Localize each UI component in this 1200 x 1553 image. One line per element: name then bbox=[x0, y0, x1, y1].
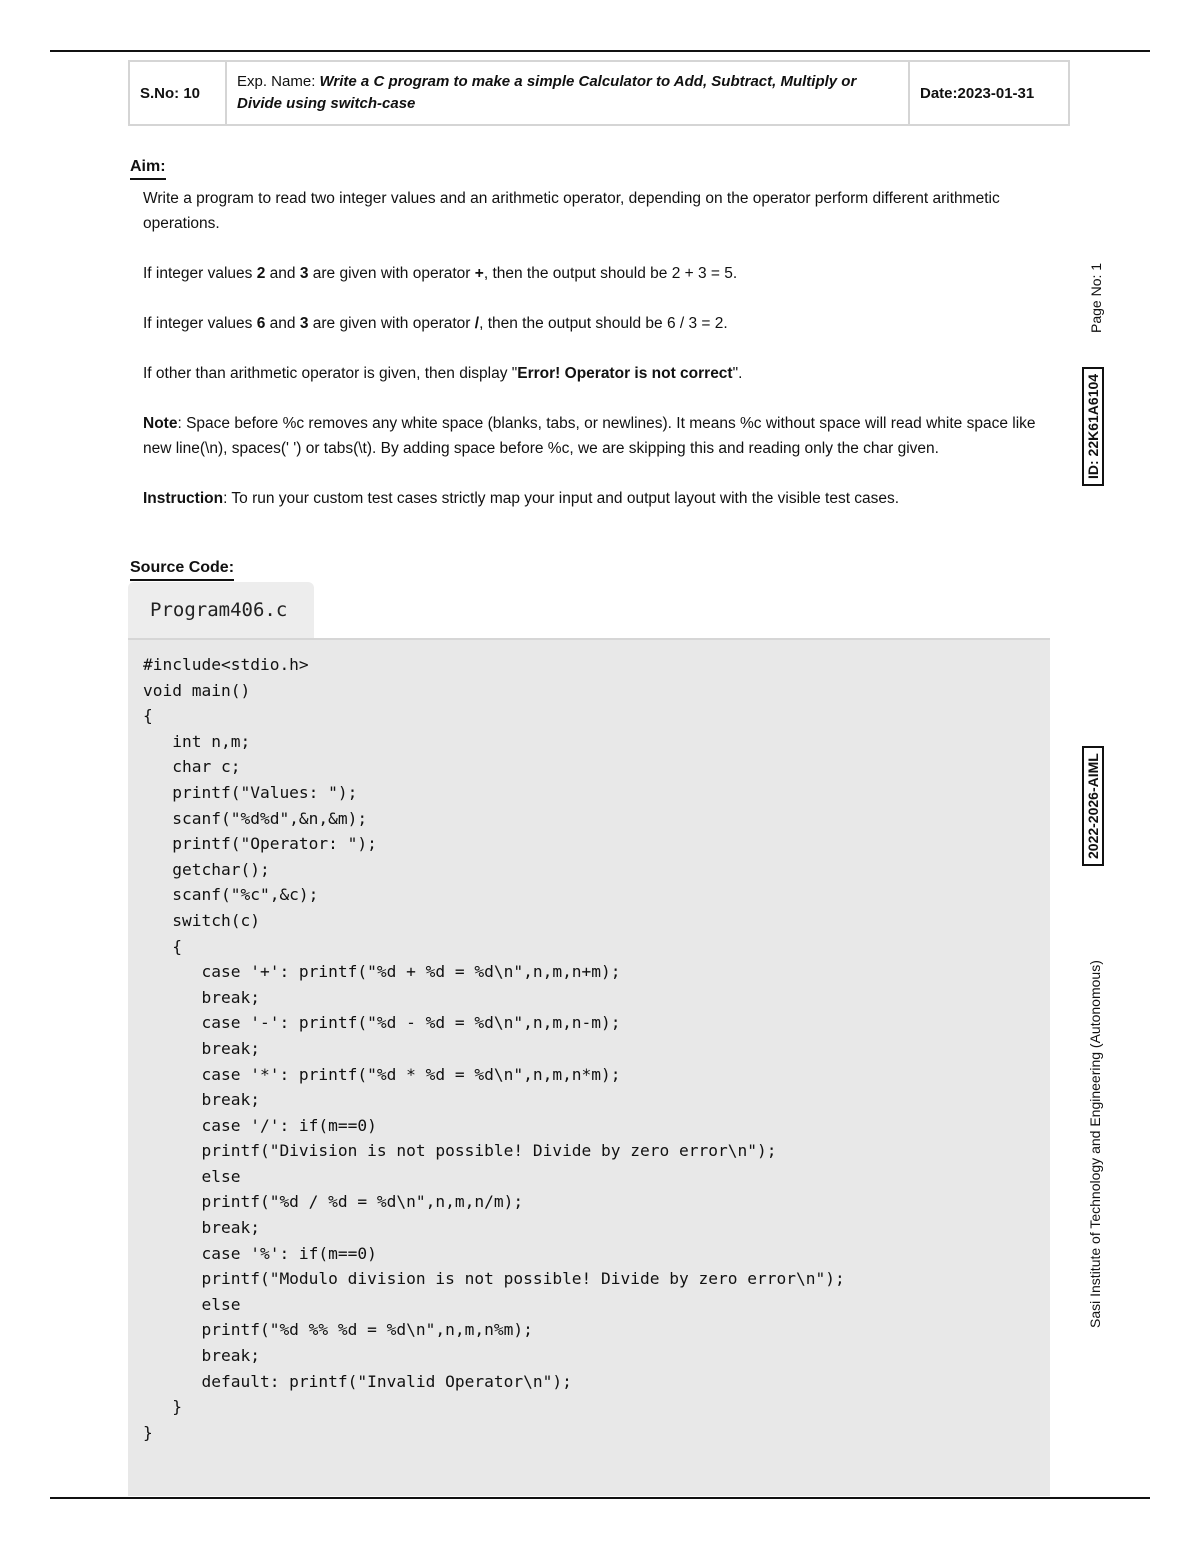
experiment-name bbox=[226, 61, 909, 125]
experiment-title: Write a C program to make a simple Calculator to Add, Subtract, Multiply or Divide using switch-case bbox=[237, 73, 857, 112]
batch-label: 2022-2026-AIML bbox=[1082, 746, 1104, 866]
page-number: Page No: 1 bbox=[1088, 262, 1104, 333]
code-block bbox=[128, 638, 1050, 1496]
aim-paragraph-1: Write a program to read two integer values and an arithmetic operator, depending on the operator perform different arithmetic operations. bbox=[143, 190, 1000, 232]
student-id: ID: 22K61A6104 bbox=[1082, 367, 1104, 486]
aim-error-message: If other than arithmetic operator is given, then display "Error! Operator is not correct". bbox=[143, 365, 743, 382]
aim-body bbox=[143, 186, 1063, 536]
aim-note: Note: Space before %c removes any white space (blanks, tabs, or newlines). It means %c without space will read white space like new line(\n), spaces(' ') or tabs(\t). By adding space before %c, we are skipping this and reading only the char given. bbox=[143, 415, 1036, 457]
note-label: Note bbox=[143, 415, 178, 432]
aim-heading: Aim: bbox=[130, 157, 166, 180]
experiment-header-table bbox=[128, 60, 1070, 126]
source-code: #include<stdio.h> void main() { int n,m; char c; printf("Values: "); scanf("%d%d",&n,&m); printf("Operator: "); getchar(); scanf("%c",&c); switch(c) { case '+': printf("%d + %d = %d\n",n,m,n+m); break; case '-': printf("%d - %d = %d\n",n,m,n-m); break; case '*': printf("%d * %d = %d\n",n,m,n*m); break; case '/': if(m==0) printf("Division is not possible! Divide by zero error\n"); else printf("%d / %d = %d\n",n,m,n/m); break; case '%': if(m==0) printf("Modulo division is not possible! Divide by zero error\n"); else printf("%d %% %d = %d\n",n,m,n%m); break; default: printf("Invalid Operator\n"); } } bbox=[143, 655, 845, 1442]
aim-instruction: Instruction: To run your custom test cases strictly map your input and output layout with the visible test cases. bbox=[143, 490, 900, 507]
experiment-date: Date:2023-01-31 bbox=[909, 61, 1069, 125]
instruction-label: Instruction bbox=[143, 490, 224, 507]
experiment-name-label: Exp. Name: bbox=[237, 73, 320, 90]
file-tab[interactable]: Program406.c bbox=[128, 582, 314, 638]
aim-example-add: If integer values 2 and 3 are given with operator +, then the output should be 2 + 3 = 5. bbox=[143, 265, 738, 282]
bottom-rule bbox=[50, 1497, 1150, 1499]
institute-name: Sasi Institute of Technology and Engineering (Autonomous) bbox=[1087, 960, 1103, 1328]
aim-example-divide: If integer values 6 and 3 are given with operator /, then the output should be 6 / 3 = 2. bbox=[143, 315, 728, 332]
top-rule bbox=[50, 50, 1150, 52]
source-code-heading: Source Code: bbox=[130, 558, 234, 581]
serial-number: S.No: 10 bbox=[129, 61, 226, 125]
